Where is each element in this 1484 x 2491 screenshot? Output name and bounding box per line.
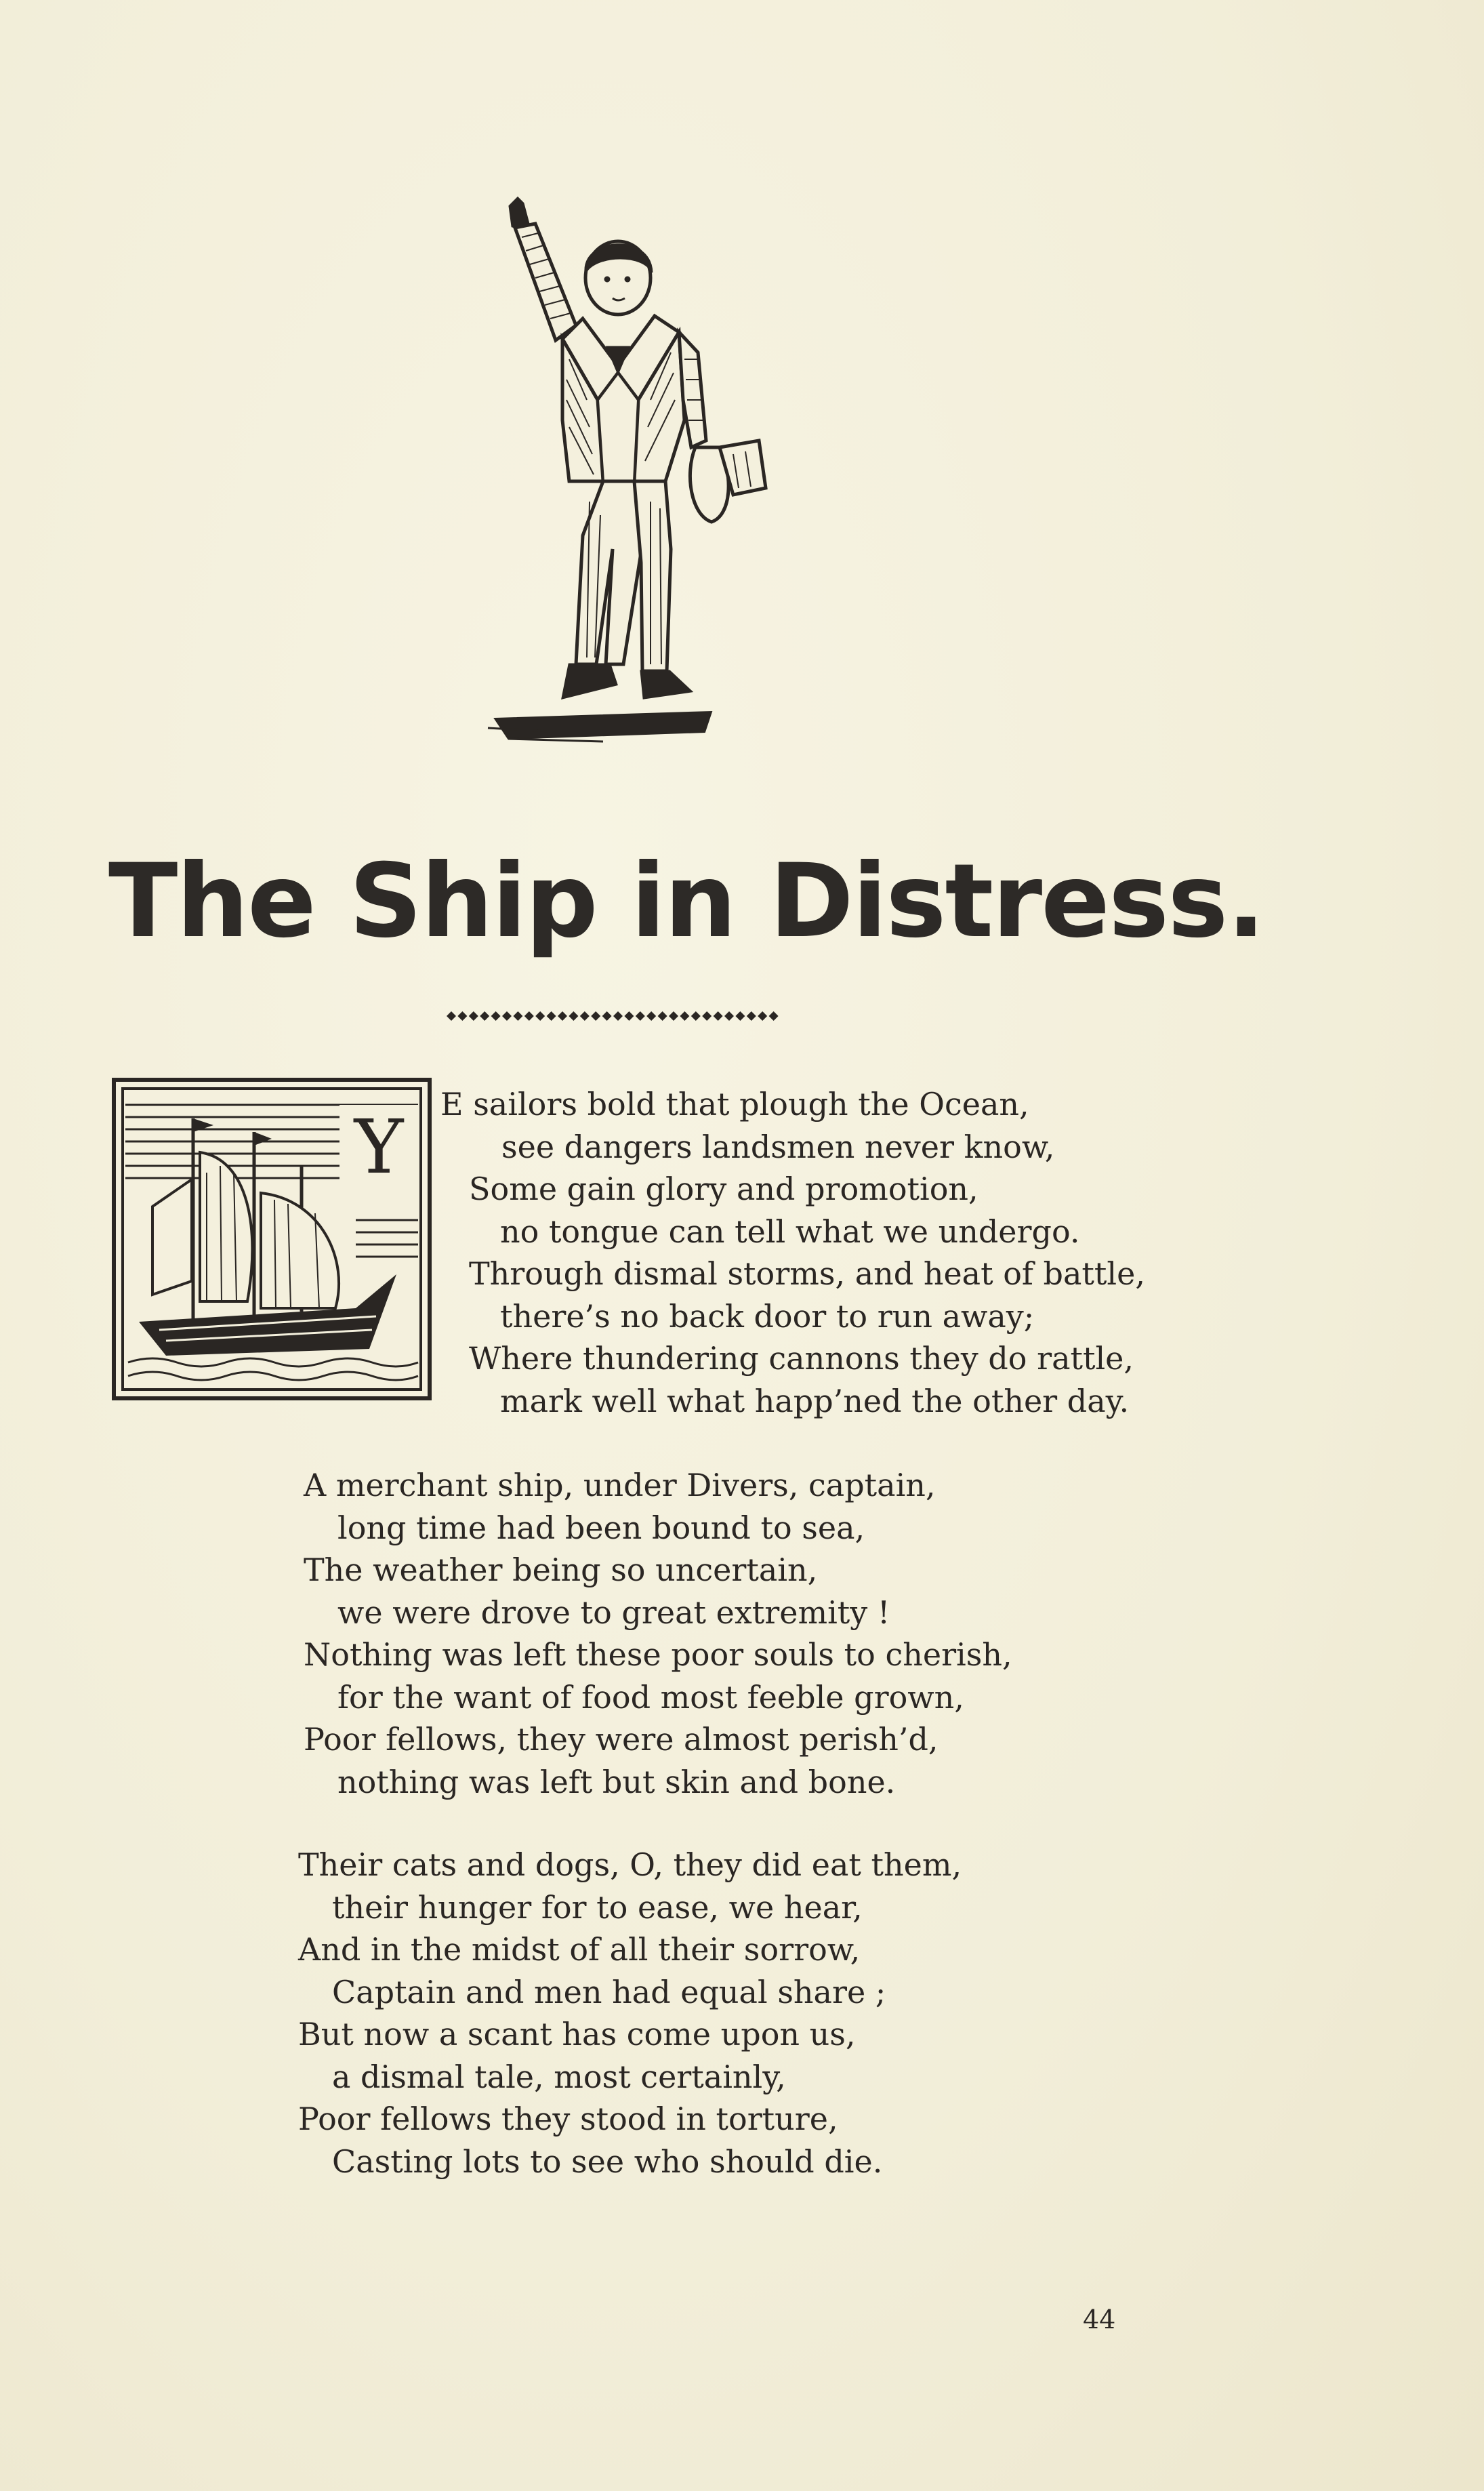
ornament-diamond — [735, 1011, 745, 1021]
ornament-diamond — [447, 1011, 456, 1021]
verse-line: Poor fellows, they were almost perish’d, — [304, 1721, 939, 1758]
ornament-diamond — [513, 1011, 522, 1021]
drop-cap-letter: Y — [354, 1103, 404, 1190]
stanza-2 — [304, 1464, 1012, 1803]
ornament-diamond — [758, 1011, 767, 1021]
verse-line: The weather being so uncertain, — [304, 1552, 818, 1588]
stanza-3 — [298, 1844, 962, 2183]
ornament-diamond — [624, 1011, 634, 1021]
verse-line: no tongue can tell what we undergo. — [500, 1213, 1080, 1250]
page-title: The Ship in Distress. — [108, 843, 1264, 960]
ornament-diamond — [714, 1011, 723, 1021]
verse-line: Captain and men had equal share ; — [332, 1973, 886, 2010]
ornament-diamond — [691, 1011, 701, 1021]
decorative-diamond-rule — [446, 1009, 785, 1024]
verse-line: E sailors bold that plough the Ocean, — [440, 1086, 1029, 1122]
verse-line: Their cats and dogs, O, they did eat them, — [298, 1846, 962, 1883]
verse-line: Casting lots to see who should die. — [332, 2143, 883, 2180]
stanza-1 — [440, 1083, 1145, 1422]
ornament-diamond — [680, 1011, 689, 1021]
verse-line: Where thundering cannons they do rattle, — [469, 1340, 1134, 1377]
verse-line: long time had been bound to sea, — [337, 1509, 865, 1546]
verse-line: for the want of food most feeble grown, — [337, 1678, 964, 1716]
verse-line: their hunger for to ease, we hear, — [332, 1888, 863, 1926]
ornament-diamond — [636, 1011, 645, 1021]
ornament-diamond — [591, 1011, 600, 1021]
verse-line: Poor fellows they stood in torture, — [298, 2101, 838, 2137]
ornament-diamond — [580, 1011, 590, 1021]
ornament-diamond — [524, 1011, 534, 1021]
verse-line: see dangers landsmen never know, — [501, 1128, 1055, 1165]
ornament-diamond — [569, 1011, 578, 1021]
drop-cap-ship-woodcut — [112, 1078, 432, 1400]
ornament-diamond — [469, 1011, 478, 1021]
ornament-diamond — [535, 1011, 545, 1021]
verse-line: Through dismal storms, and heat of battle, — [469, 1255, 1145, 1292]
ornament-diamond — [502, 1011, 512, 1021]
verse-line: Nothing was left these poor souls to cherish, — [304, 1636, 1012, 1673]
ornament-diamond — [747, 1011, 756, 1021]
ornament-diamond — [457, 1011, 467, 1021]
verse-line: nothing was left but skin and bone. — [337, 1763, 896, 1800]
verse-line: Some gain glory and promotion, — [469, 1171, 978, 1207]
ornament-diamond — [646, 1011, 656, 1021]
ornament-diamond — [558, 1011, 567, 1021]
verse-line: A merchant ship, under Divers, captain, — [304, 1467, 936, 1503]
ornament-diamond — [669, 1011, 678, 1021]
verse-line: But now a scant has come upon us, — [298, 2016, 856, 2052]
ornament-diamond — [480, 1011, 489, 1021]
ornament-diamond — [547, 1011, 556, 1021]
ornament-diamond — [724, 1011, 734, 1021]
ornament-diamond — [602, 1011, 612, 1021]
verse-line: a dismal tale, most certainly, — [332, 2058, 786, 2095]
sailor-woodcut-illustration — [468, 197, 779, 786]
ornament-diamond — [491, 1011, 501, 1021]
ornament-diamond — [613, 1011, 623, 1021]
verse-line: And in the midst of all their sorrow, — [298, 1931, 861, 1968]
verse-line: mark well what happ’ned the other day. — [500, 1382, 1130, 1419]
ornament-diamond — [702, 1011, 712, 1021]
ornament-diamond — [658, 1011, 667, 1021]
verse-line: there’s no back door to run away; — [500, 1297, 1035, 1335]
page-number: 44 — [1083, 2305, 1116, 2334]
verse-line: we were drove to great extremity ! — [337, 1594, 890, 1631]
ornament-diamond — [769, 1011, 779, 1021]
